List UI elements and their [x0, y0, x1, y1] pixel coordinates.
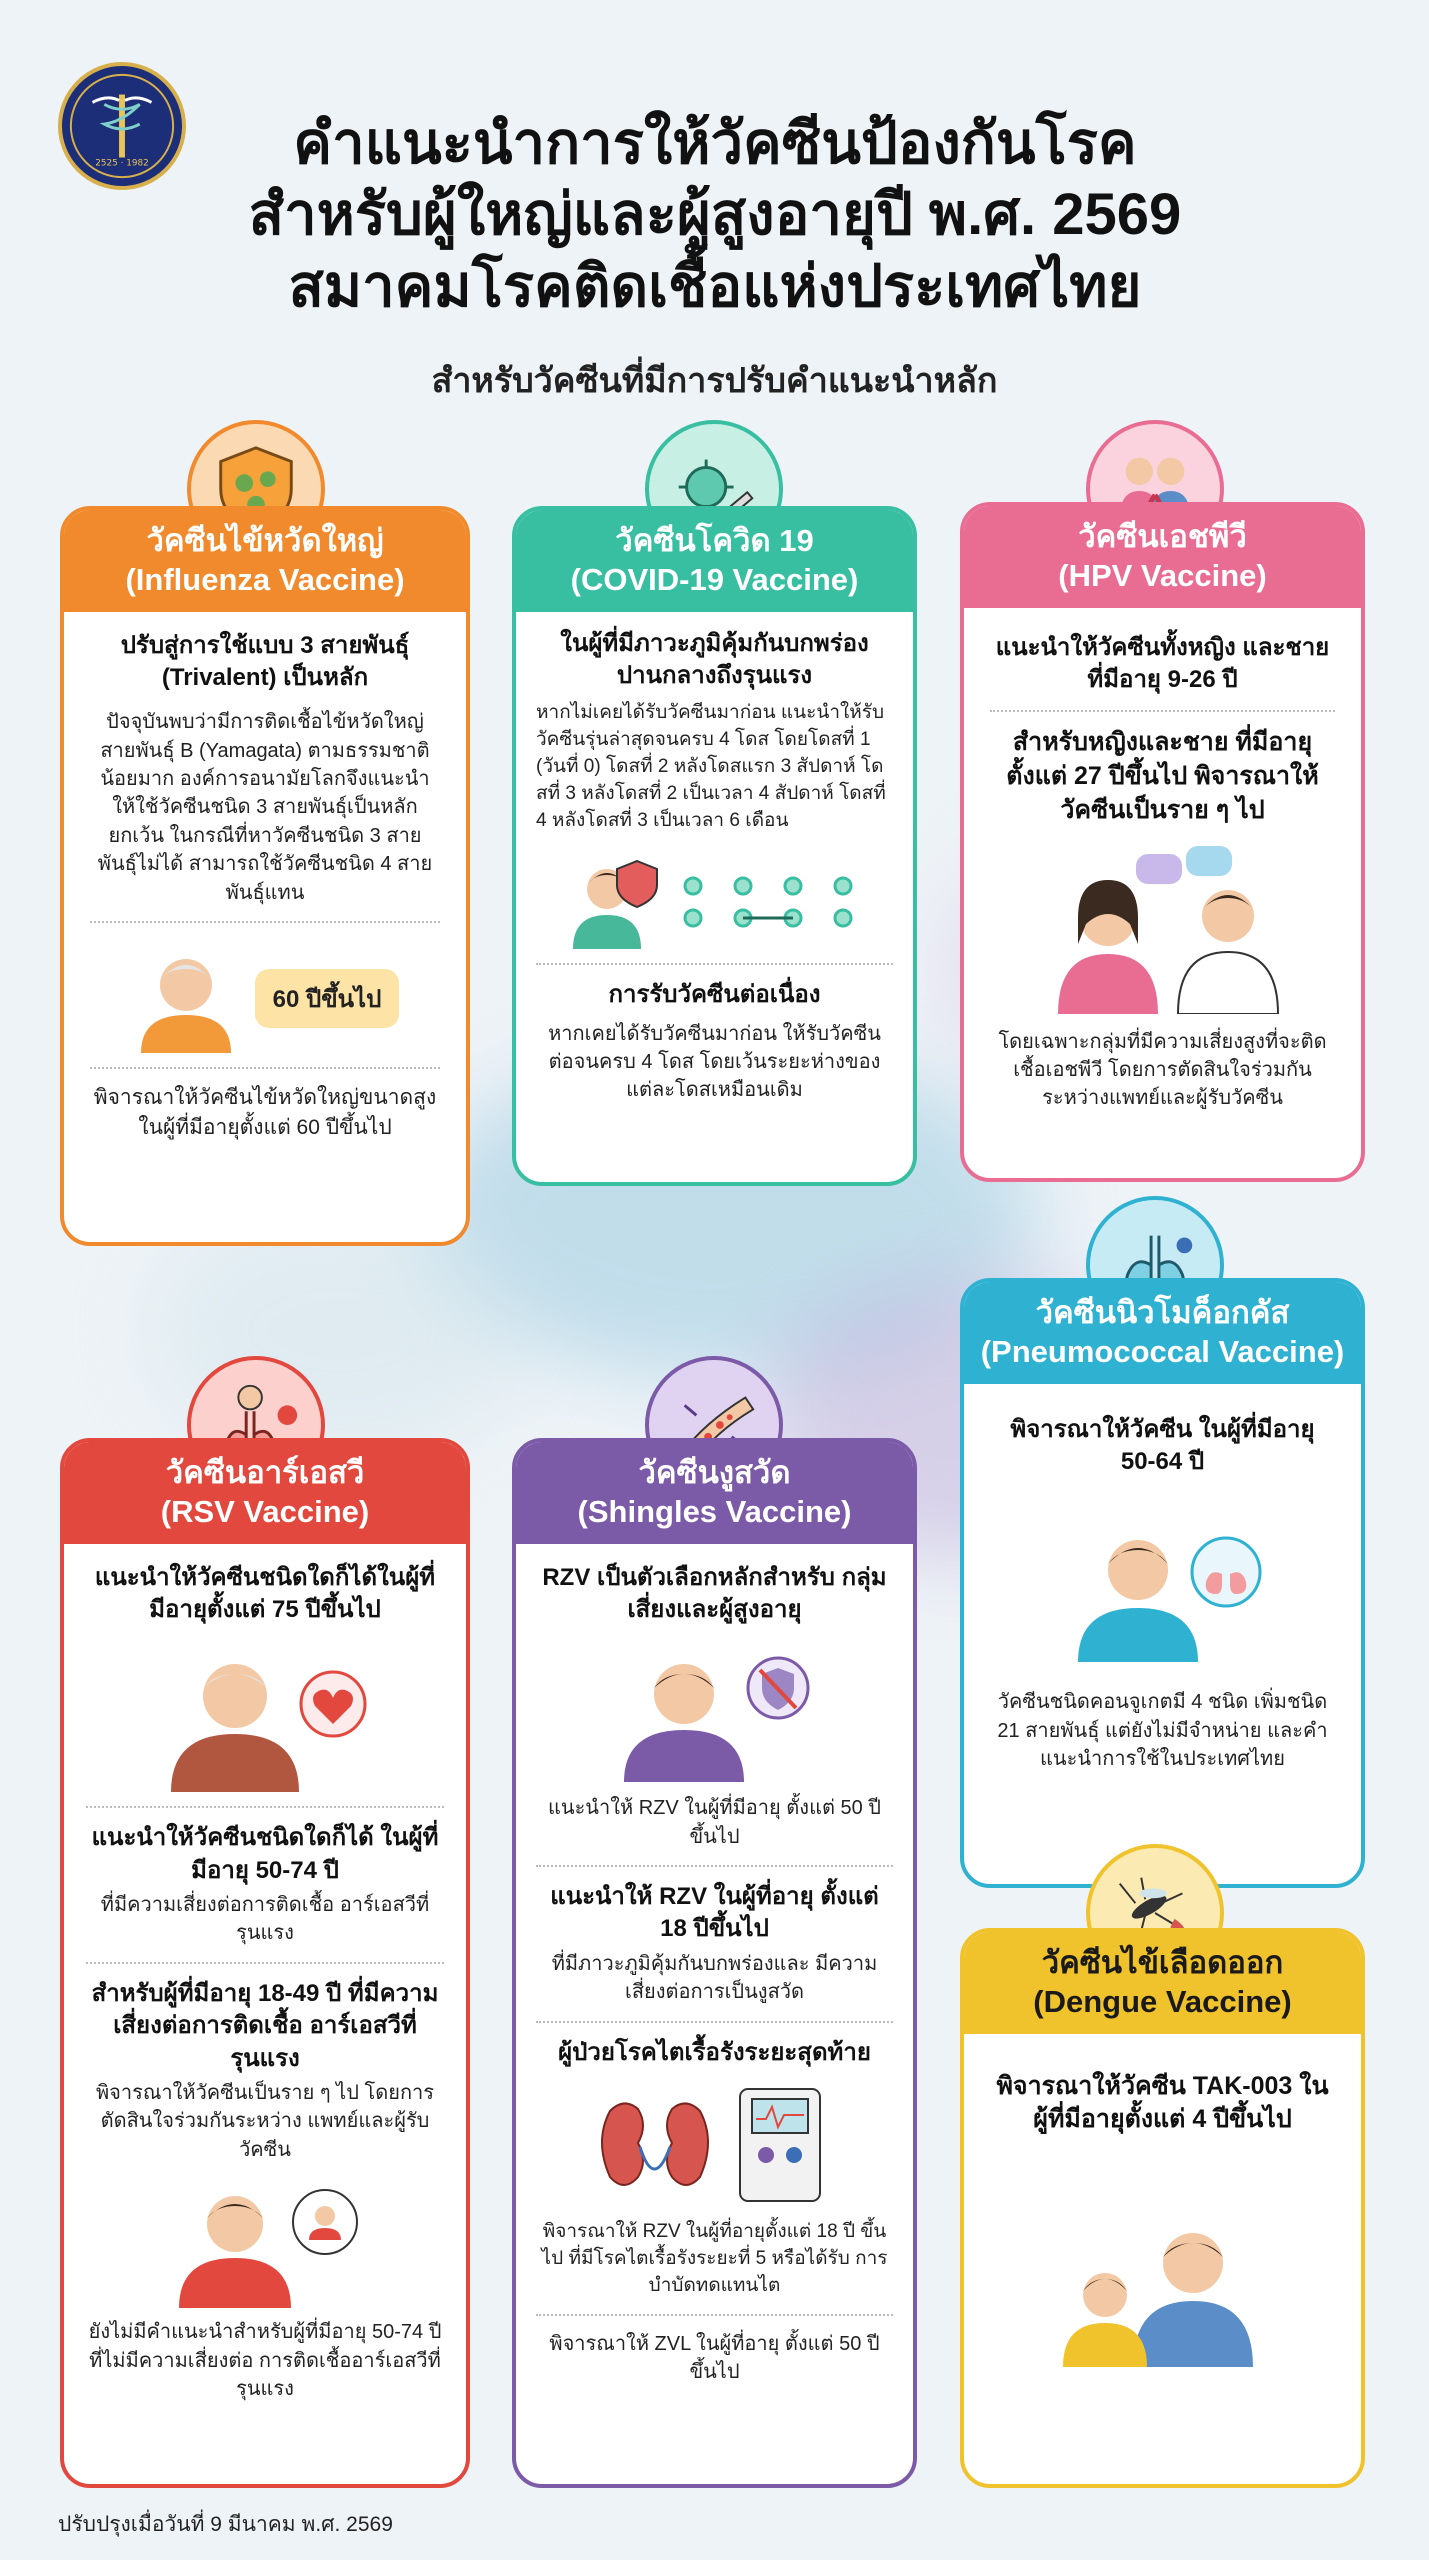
hpv-card-header [964, 506, 1361, 608]
rsv-heading-2: แนะนำให้วัคซีนชนิดใดก็ได้ ในผู้ที่มีอายุ 50-74 ปี [91, 1824, 439, 1884]
shingles-heading-3: ผู้ป่วยโรคไตเรื้อรังระยะสุดท้าย [558, 2038, 871, 2066]
svg-text:2525 · 1982: 2525 · 1982 [95, 158, 149, 169]
dengue-title-en: (Dengue Vaccine) [1033, 1983, 1292, 2019]
influenza-title-th: วัคซีนไข้หวัดใหญ่ [146, 523, 384, 558]
doctor-consult-icon [1038, 844, 1288, 1014]
covid-detail-2: หากเคยได้รับวัคซีนมาก่อน ให้รับวัคซีนต่อจนครบ 4 โดส โดยเว้นระยะห่างของแต่ละโดสเหมือนเดิม [548, 1022, 881, 1102]
title-line-3: สมาคมโรคติดเชื้อแห่งประเทศไทย [288, 253, 1142, 319]
age-badge: 60 ปีขึ้นไป [255, 969, 400, 1028]
divider [86, 1962, 444, 1964]
shingles-card-header [516, 1442, 913, 1544]
pneumo-detail: วัคซีนชนิดคอนจูเกตมี 4 ชนิด เพิ่มชนิด 21 สายพันธุ์ แต่ยังไม่มีจำหน่าย และคำแนะนำการใช้ในประเทศไทย [997, 1691, 1328, 1771]
rsv-title-th: วัคซีนอาร์เอสวี [165, 1455, 365, 1490]
influenza-card [60, 506, 470, 1246]
influenza-card-header [64, 510, 466, 612]
pneumo-card [960, 1278, 1365, 1888]
dengue-card [960, 1928, 1365, 2488]
title-line-2: สำหรับผู้ใหญ่และผู้สูงอายุปี พ.ศ. 2569 [248, 182, 1182, 248]
page-subtitle: สำหรับวัคซีนที่มีการปรับคำแนะนำหลัก [431, 362, 998, 400]
covid-card [512, 506, 917, 1186]
dengue-card-header [964, 1932, 1361, 2034]
influenza-detail: ปัจจุบันพบว่ามีการติดเชื้อไข้หวัดใหญ่ สายพันธุ์ B (Yamagata) ตามธรรมชาติ น้อยมาก องค์การอนามัยโลกจึงแนะนำ ให้ใช้วัคซีนชนิด 3 สายพันธุ์เป็นหลัก ยกเว้น ในกรณีที่หาวัคซีนชนิด 3 สายพันธุ์ไม่ได้ สามารถใช้วัคซีนชนิด 4 สายพันธุ์แทน [97, 711, 433, 904]
page-title [150, 108, 1280, 322]
patient-lungs-icon [1058, 1512, 1268, 1662]
divider [536, 1865, 893, 1867]
title-line-1: คำแนะนำการให้วัคซีนป้องกันโรค [293, 111, 1137, 176]
shingles-heading: RZV เป็นตัวเลือกหลักสำหรับ กลุ่มเสี่ยงและผู้สูงอายุ [542, 1563, 887, 1623]
hpv-card [960, 502, 1365, 1182]
parent-child-icon [1053, 2197, 1273, 2367]
rsv-heading: แนะนำให้วัคซีนชนิดใดก็ได้ในผู้ที่ มีอายุตั้งแต่ 75 ปีขึ้นไป [94, 1563, 436, 1623]
divider [536, 963, 893, 965]
patient-doctor-bubble-icon [165, 2178, 365, 2308]
rsv-title-en: (RSV Vaccine) [160, 1493, 370, 1529]
covid-title-th: วัคซีนโควิด 19 [615, 523, 814, 558]
shingles-title-en: (Shingles Vaccine) [577, 1493, 852, 1529]
influenza-footer-text: พิจารณาให้วัคซีนไข้หวัดใหญ่ขนาดสูง ในผู้ที่มีอายุตั้งแต่ 60 ปีขึ้นไป [93, 1086, 437, 1139]
divider [536, 2314, 893, 2316]
rsv-detail-3: พิจารณาให้วัคซีนเป็นราย ๆ ไป โดยการตัดสินใจร่วมกันระหว่าง แพทย์และผู้รับวัคซีน [95, 2082, 435, 2161]
rsv-detail-2: ที่มีความเสี่ยงต่อการติดเชื้อ อาร์เอสวีที่รุนแรง [100, 1894, 430, 1945]
updated-note: ปรับปรุงเมื่อวันที่ 9 มีนาคม พ.ศ. 2569 [58, 2513, 393, 2536]
covid-title-en: (COVID-19 Vaccine) [570, 561, 859, 597]
divider [86, 1806, 444, 1808]
dose-schedule-icon [673, 866, 863, 936]
kidney-dialysis-icon [590, 2081, 840, 2211]
influenza-heading: ปรับสู่การใช้แบบ 3 สายพันธุ์ (Trivalent) เป็นหลัก [120, 631, 410, 691]
divider [90, 921, 440, 923]
divider [990, 710, 1335, 712]
shingles-detail-1: แนะนำให้ RZV ในผู้ที่มีอายุ ตั้งแต่ 50 ปีขึ้นไป [548, 1797, 881, 1848]
divider [536, 2021, 893, 2023]
pneumo-heading: พิจารณาให้วัคซีน ในผู้ที่มีอายุ 50-64 ปี [1010, 1415, 1315, 1475]
shingles-detail-4: พิจารณาให้ ZVL ในผู้ที่อายุ ตั้งแต่ 50 ปีขึ้นไป [549, 2332, 880, 2384]
shingles-detail-3: พิจารณาให้ RZV ในผู้ที่อายุตั้งแต่ 18 ปี ขึ้นไป ที่มีโรคไตเรื้อรังระยะที่ 5 หรือได้รับ การบำบัดทดแทนไต [541, 2221, 888, 2296]
covid-heading-2: การรับวัคซีนต่อเนื่อง [608, 981, 821, 1009]
divider [90, 1067, 440, 1069]
hpv-detail: โดยเฉพาะกลุ่มที่มีความเสี่ยงสูงที่จะติดเชื้อเอชพีวี โดยการตัดสินใจร่วมกันระหว่างแพทย์และผู้รับวัคซีน [998, 1030, 1327, 1110]
patient-shield-icon [610, 1642, 820, 1782]
shingles-title-th: วัคซีนงูสวัด [638, 1455, 791, 1490]
rsv-card [60, 1438, 470, 2488]
hpv-title-en: (HPV Vaccine) [1058, 557, 1267, 593]
hpv-title-th: วัคซีนเอชพีวี [1078, 519, 1247, 554]
patient-shield-icon [567, 853, 663, 949]
rsv-detail-4: ยังไม่มีคำแนะนำสำหรับผู้ที่มีอายุ 50-74 ปี ที่ไม่มีความเสี่ยงต่อ การติดเชื้ออาร์เอสวีที่รุนแรง [88, 2321, 442, 2400]
pneumo-title-en: (Pneumococcal Vaccine) [980, 1333, 1345, 1369]
hpv-heading: แนะนำให้วัคซีนทั้งหญิง และชายที่มีอายุ 9-26 ปี [995, 633, 1330, 693]
rsv-card-header [64, 1442, 466, 1544]
influenza-title-en: (Influenza Vaccine) [125, 561, 405, 597]
dengue-title-th: วัคซีนไข้เลือดออก [1041, 1945, 1284, 1980]
shingles-heading-2: แนะนำให้ RZV ในผู้ที่อายุ ตั้งแต่ 18 ปีขึ้นไป [550, 1883, 879, 1943]
elderly-heart-icon [155, 1642, 375, 1792]
shingles-card [512, 1438, 917, 2488]
hpv-heading-2: สำหรับหญิงและชาย ที่มีอายุตั้งแต่ 27 ปีขึ้นไป พิจารณาให้วัคซีนเป็นราย ๆ ไป [1006, 728, 1319, 824]
covid-detail: หากไม่เคยได้รับวัคซีนมาก่อน แนะนำให้รับวัคซีนรุ่นล่าสุดจนครบ 4 โดส โดยโดสที่ 1 (วันที่ 0) โดสที่ 2 หลังโดสแรก 3 สัปดาห์ โดสที่ 3 หลังโดสที่ 2 เป็นเวลา 4 สัปดาห์ โดสที่ 4 หลังโดสที่ 3 เป็นเวลา 6 เดือน [536, 702, 886, 832]
covid-heading: ในผู้ที่มีภาวะภูมิคุ้มกันบกพร่อง ปานกลางถึงรุนแรง [560, 629, 869, 689]
pneumo-title-th: วัคซีนนิวโมค็อกคัส [1035, 1295, 1290, 1330]
rsv-heading-3: สำหรับผู้ที่มีอายุ 18-49 ปี ที่มีความเสี่ยงต่อการติดเชื้อ อาร์เอสวีที่รุนแรง [91, 1979, 439, 2072]
elderly-man-icon [131, 943, 241, 1053]
dengue-heading: พิจารณาให้วัคซีน TAK-003 ในผู้ที่มีอายุตั้งแต่ 4 ปีขึ้นไป [996, 2071, 1329, 2134]
pneumo-card-header [964, 1282, 1361, 1384]
covid-card-header [516, 510, 913, 612]
shingles-detail-2: ที่มีภาวะภูมิคุ้มกันบกพร่องและ มีความเสี่ยงต่อการเป็นงูสวัด [551, 1952, 878, 2004]
